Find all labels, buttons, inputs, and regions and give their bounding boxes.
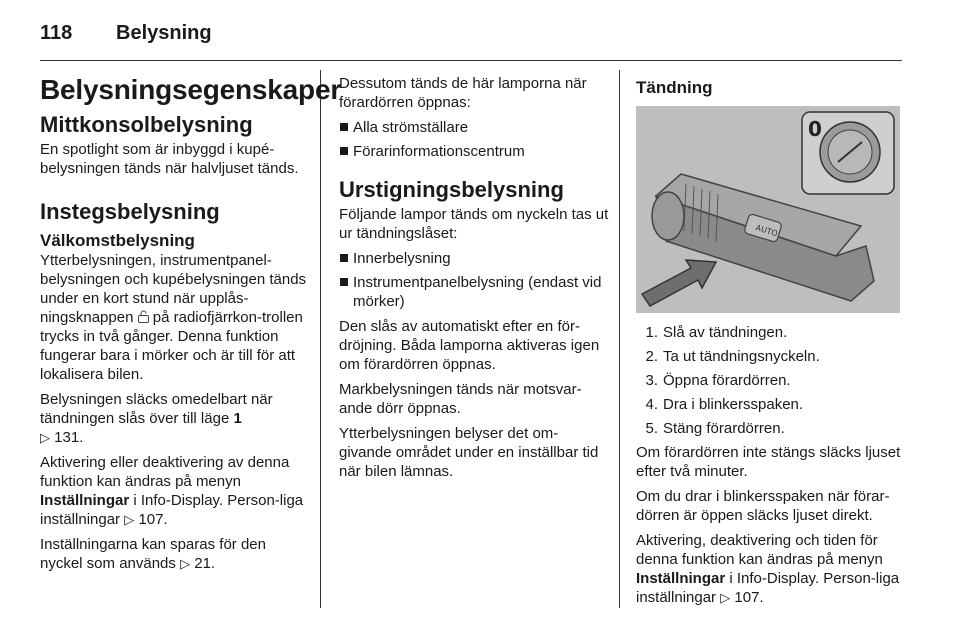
unlock-icon: [138, 310, 149, 323]
list-item: 3. Öppna förardörren.: [645, 372, 791, 389]
header-rule: [40, 60, 902, 61]
list-item: Innerbelysning: [339, 249, 609, 268]
intro-text: Dessutom tänds de här lamporna när förardörren öppnas:: [339, 75, 587, 111]
settings-menu-label: Inställningar: [636, 570, 726, 587]
door-text: Om förardörren inte stängs släcks ljuset efter två minuter.: [636, 444, 901, 480]
settings-menu-label: Inställningar: [40, 492, 130, 509]
list-item: Förarinformationscentrum: [339, 142, 609, 161]
heading-valkomst: Välkomstbelysning: [40, 231, 195, 250]
list-item: Alla strömställare: [339, 118, 609, 137]
list-item: 4. Dra i blinkersspaken.: [645, 396, 804, 413]
mittkonsol-text: En spotlight som är inbyggd i kupé-belysningen tänds när halvljuset tänds.: [40, 141, 299, 177]
xref-arrow-icon[interactable]: ▷: [720, 590, 731, 605]
activation-text-2: Aktivering, deaktivering och tiden för denna funktion kan ändras på menyn Inställningar i Info-Display. Person-liga inställningar ▷ 107.: [636, 532, 900, 606]
page-header: [40, 18, 212, 48]
delay-text: Den slås av automatiskt efter en för-dröjning. Båda lamporna aktiveras igen om förardörren öppnas.: [339, 318, 600, 373]
xref-arrow-icon[interactable]: ▷: [40, 430, 50, 445]
column-divider-1: [320, 70, 321, 608]
xref-arrow-icon[interactable]: ▷: [124, 512, 135, 527]
exterior-light-text: Ytterbelysningen belyser det om-givande området under en inställbar tid när bilen lämnas.: [339, 425, 599, 480]
position-value: 1: [233, 410, 242, 427]
heading-mittkonsol: Mittkonsolbelysning: [40, 112, 253, 137]
column-3: [636, 74, 904, 613]
lamp-list-1: [339, 118, 609, 161]
activation-text: Aktivering eller deaktivering av denna funktion kan ändras på menyn Inställningar i Info-Display. Person-liga inställningar ▷ 107.: [40, 454, 304, 528]
lever-illustration: [636, 106, 900, 313]
column-1: [40, 74, 342, 579]
save-text: Inställningarna kan sparas för den nyckel som används ▷ 21.: [40, 536, 266, 572]
list-item: 1. Slå av tändningen.: [645, 324, 788, 341]
main-heading: Belysningsegenskaper: [40, 74, 342, 105]
page-number: 118: [40, 21, 73, 44]
lever-illustration-svg: [636, 106, 900, 313]
heading-insteg: Instegsbelysning: [40, 199, 220, 224]
lever-text: Om du drar i blinkersspaken när förar-dörren är öppen släcks ljuset direkt.: [636, 488, 890, 524]
list-item: Instrumentpanelbelysning (endast vid mörker): [339, 273, 609, 311]
lamp-list-2: [339, 249, 609, 311]
exit-text: Följande lampor tänds om nyckeln tas ut ur tändningslåset:: [339, 206, 609, 242]
heading-urstigning: Urstigningsbelysning: [339, 177, 564, 202]
column-divider-2: [619, 70, 620, 608]
ignition-position-label: 0: [808, 117, 822, 141]
welcome-text: Ytterbelysningen, instrumentpanel-belysningen och kupébelysningen tänds under en kort stund när upplås-ningsknappen på radiofjärrkon-trollen trycks in två gånger. Denna funktion fungerar bara i mörker och är till för att lokalisera bilen.: [40, 252, 307, 383]
svg-text:AUTO: AUTO: [754, 223, 779, 239]
list-item: 5. Stäng förardörren.: [645, 420, 785, 437]
off-text: Belysningen släcks omedelbart när tändningen slås över till läge 1 ▷ 131.: [40, 391, 273, 446]
section-title: Belysning: [116, 21, 212, 44]
steps-list: [636, 323, 904, 438]
xref-arrow-icon[interactable]: ▷: [180, 556, 191, 571]
column-2: [339, 74, 609, 487]
heading-tandning: Tändning: [636, 78, 713, 97]
ground-light-text: Markbelysningen tänds när motsvar-ande dörr öppnas.: [339, 381, 582, 417]
list-item: 2. Ta ut tändningsnyckeln.: [645, 348, 820, 365]
